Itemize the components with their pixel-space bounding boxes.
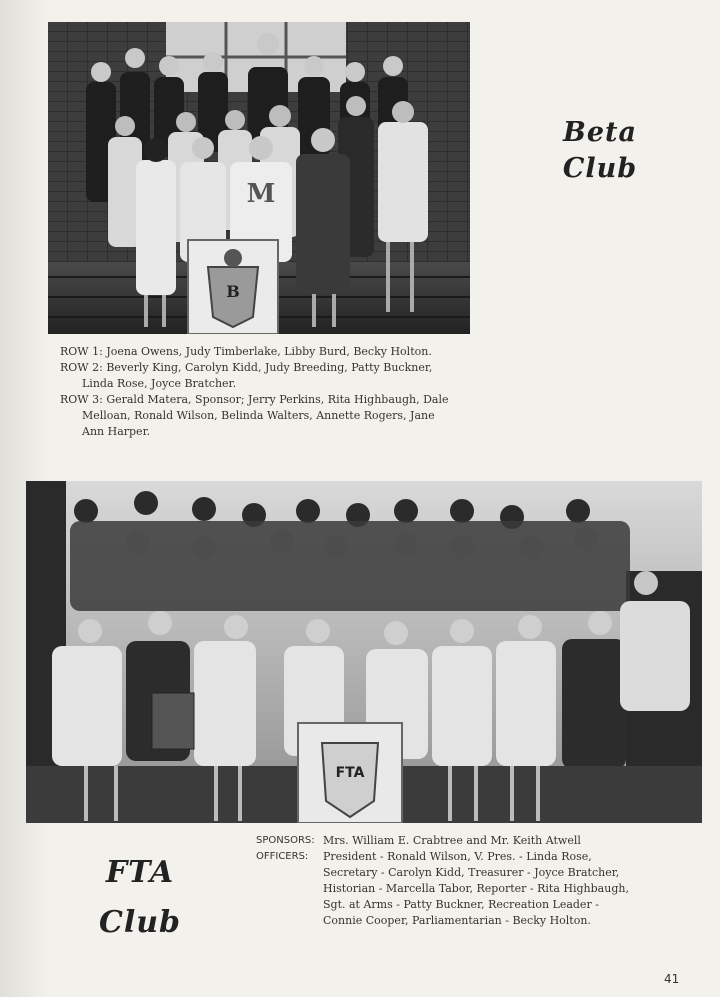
beta-club-photo-graphic (48, 22, 470, 334)
caption-row-1 (60, 344, 470, 360)
beta-club-title (555, 115, 645, 187)
row-1-names: Joena Owens, Judy Timberlake, Libby Burd, Becky Holton. (106, 345, 432, 358)
beta-club-photo (48, 22, 470, 334)
beta-sign-letter: B (226, 282, 240, 301)
sponsors-label: SPONSORS: (256, 835, 315, 846)
svg-text:M: M (246, 179, 276, 209)
fta-title-line1: FTA (105, 855, 175, 890)
row-3-label: ROW 3: (60, 393, 103, 406)
caption-row-3-cont1: Melloan, Ronald Wilson, Belinda Walters, Annette Rogers, Jane (82, 409, 435, 422)
officers-line-5: Connie Cooper, Parliamentarian - Becky Holton. (323, 914, 591, 927)
caption-row-3 (60, 392, 470, 408)
row-2-names: Beverly King, Carolyn Kidd, Judy Breeding, Patty Buckner, (106, 361, 433, 374)
officers-line-2: Secretary - Carolyn Kidd, Treasurer - Joyce Bratcher, (323, 866, 620, 879)
caption-row-2-cont: Linda Rose, Joyce Bratcher. (82, 377, 237, 390)
row-3-names: Gerald Matera, Sponsor; Jerry Perkins, Rita Highbaugh, Dale (106, 393, 449, 406)
officers-label: OFFICERS: (256, 851, 309, 862)
beta-club-caption (60, 344, 470, 440)
sponsors-text: Mrs. William E. Crabtree and Mr. Keith Atwell (323, 834, 581, 847)
fta-sign-text: FTA (335, 765, 365, 781)
fta-club-title (90, 848, 190, 948)
page-number: 41 (664, 972, 680, 986)
caption-row-3-cont2: Ann Harper. (82, 425, 151, 438)
sponsors-line (256, 833, 666, 849)
row-2-label: ROW 2: (60, 361, 103, 374)
fta-title-line2: Club (98, 905, 182, 940)
officers-line-4: Sgt. at Arms - Patty Buckner, Recreation Leader - (323, 898, 599, 911)
caption-row-2 (60, 360, 470, 376)
officers-line-1: President - Ronald Wilson, V. Pres. - Linda Rose, (323, 850, 592, 863)
officers-line (256, 849, 666, 865)
officers-line-3: Historian - Marcella Tabor, Reporter - Rita Highbaugh, (323, 882, 629, 895)
fta-officers-block (256, 833, 666, 929)
beta-title-line1: Beta (563, 117, 637, 148)
beta-title-line2: Club (562, 153, 638, 184)
row-1-label: ROW 1: (60, 345, 103, 358)
